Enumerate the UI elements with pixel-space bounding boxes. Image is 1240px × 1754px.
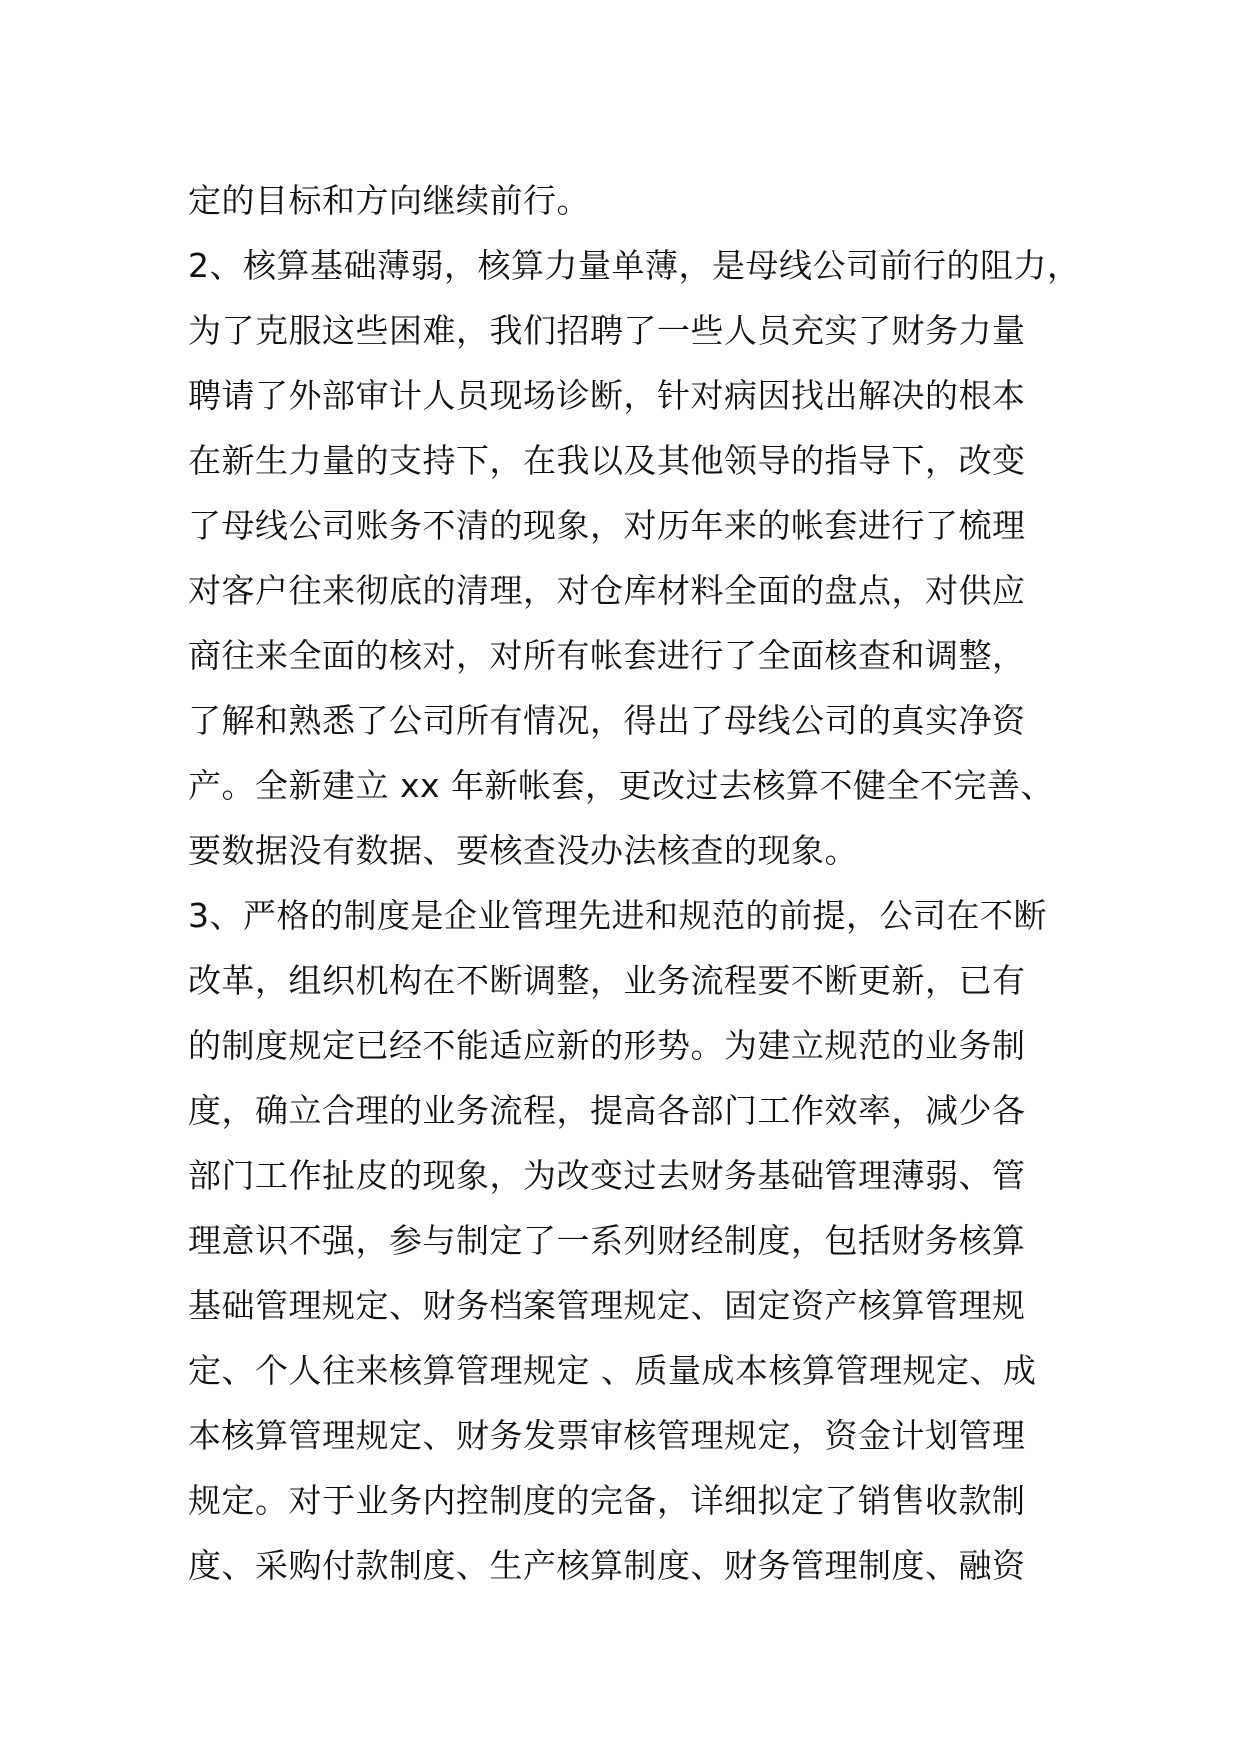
text-line: 定、个人往来核算管理规定 、质量成本核算管理规定、成 (188, 1351, 1037, 1390)
text-line: 2、核算基础薄弱，核算力量单薄，是母线公司前行的阻力， (188, 246, 1081, 285)
text-line: 理意识不强，参与制定了一系列财经制度，包括财务核算 (188, 1221, 1026, 1260)
text-line: 商往来全面的核对，对所有帐套进行了全面核查和调整， (188, 636, 1026, 675)
text-line: 对客户往来彻底的清理，对仓库材料全面的盘点，对供应 (188, 571, 1026, 610)
text-line: 3、严格的制度是企业管理先进和规范的前提，公司在不断 (188, 896, 1047, 935)
text-line: 要数据没有数据、要核查没办法核查的现象。 (188, 831, 858, 870)
text-line: 了母线公司账务不清的现象，对历年来的帐套进行了梳理 (188, 506, 1026, 545)
text-line: 定的目标和方向继续前行。 (188, 181, 590, 220)
text-line: 了解和熟悉了公司所有情况，得出了母线公司的真实净资 (188, 701, 1026, 740)
text-line: 部门工作扯皮的现象，为改变过去财务基础管理薄弱、管 (188, 1156, 1026, 1195)
text-line: 度、采购付款制度、生产核算制度、财务管理制度、融资 (188, 1546, 1026, 1585)
text-line: 度，确立合理的业务流程，提高各部门工作效率，减少各 (188, 1091, 1026, 1130)
text-line: 规定。对于业务内控制度的完备，详细拟定了销售收款制 (188, 1481, 1026, 1520)
text-line: 在新生力量的支持下，在我以及其他领导的指导下，改变 (188, 441, 1026, 480)
text-line: 产。全新建立 xx 年新帐套，更改过去核算不健全不完善、 (188, 766, 1055, 805)
text-line: 改革，组织机构在不断调整，业务流程要不断更新，已有 (188, 961, 1026, 1000)
body-text (188, 168, 1088, 1598)
text-line: 基础管理规定、财务档案管理规定、固定资产核算管理规 (188, 1286, 1026, 1325)
text-line: 本核算管理规定、财务发票审核管理规定，资金计划管理 (188, 1416, 1026, 1455)
text-line: 为了克服这些困难，我们招聘了一些人员充实了财务力量 (188, 311, 1026, 350)
text-line: 聘请了外部审计人员现场诊断，针对病因找出解决的根本 (188, 376, 1026, 415)
text-line: 的制度规定已经不能适应新的形势。为建立规范的业务制 (188, 1026, 1026, 1065)
